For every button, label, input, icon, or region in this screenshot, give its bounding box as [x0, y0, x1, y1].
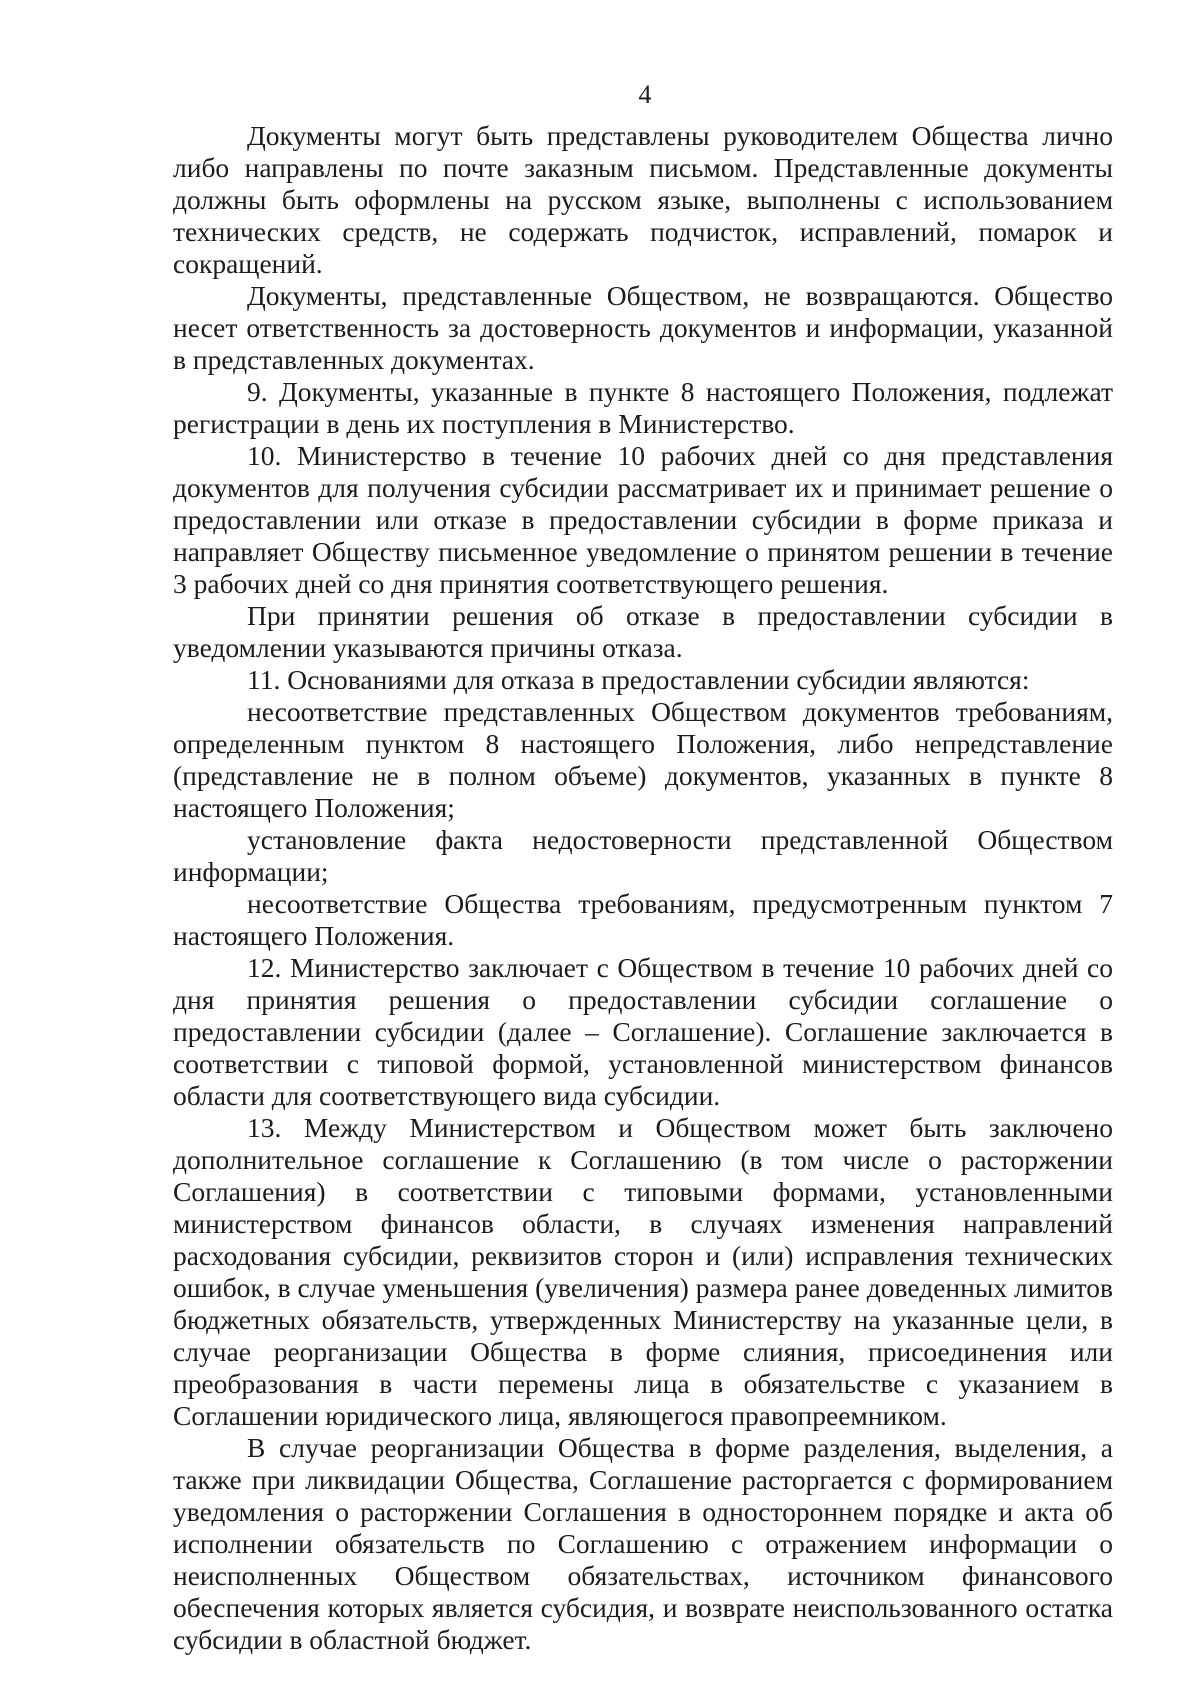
document-body [173, 120, 1113, 1656]
paragraph-item-11: 11. Основаниями для отказа в предоставлении субсидии являются: [247, 664, 1030, 695]
paragraph-item-12: 12. Министерство заключает с Обществом в течение 10 рабочих дней со дня принятия решения о предоставлении субсидии соглашение о предоставлении субсидии (далее – Соглашение). Соглашение заключается в соответствии с типовой формой, установленной министерством финансов области для соответствующего вида субсидии. [173, 952, 1113, 1111]
paragraph-item-10: 10. Министерство в течение 10 рабочих дней со дня представления документов для получения субсидии рассматривает их и принимает решение о предоставлении или отказе в предоставлении субсидии в форме приказа и направляет Обществу письменное уведомление о принятом решении в течение 3 рабочих дней со дня принятия соответствующего решения. [173, 440, 1113, 599]
paragraph-refusal-ground-1: несоответствие представленных Обществом документов требованиям, определенным пунктом 8 настоящего Положения, либо непредставление (представление не в полном объеме) документов, указанных в пункте 8 настоящего Положения; [173, 696, 1113, 823]
paragraph-documents-submission: Документы могут быть представлены руководителем Общества лично либо направлены по почте заказным письмом. Представленные документы должны быть оформлены на русском языке, выполнены с использованием технических средств, не содержать подчисток, исправлений, помарок и сокращений. [173, 120, 1113, 279]
paragraph-refusal-ground-3: несоответствие Общества требованиям, предусмотренным пунктом 7 настоящего Положения. [173, 888, 1113, 951]
page-number: 4 [638, 80, 652, 109]
paragraph-refusal-ground-2: установление факта недостоверности представленной Обществом информации; [173, 824, 1113, 887]
paragraph-reorganization: В случае реорганизации Общества в форме разделения, выделения, а также при ликвидации Общества, Соглашение расторгается с формированием уведомления о расторжении Соглашения в одностороннем порядке и акта об исполнении обязательств по Соглашению с отражением информации о неисполненных Обществом обязательствах, источником финансового обеспечения которых является субсидия, и возврате неиспользованного остатка субсидии в областной бюджет. [173, 1432, 1113, 1655]
paragraph-documents-not-returned: Документы, представленные Обществом, не возвращаются. Общество несет ответственность за достоверность документов и информации, указанной в представленных документах. [173, 280, 1113, 375]
paragraph-refusal-reasons-notice: При принятии решения об отказе в предоставлении субсидии в уведомлении указываются причины отказа. [173, 600, 1113, 663]
paragraph-item-13: 13. Между Министерством и Обществом может быть заключено дополнительное соглашение к Соглашению (в том числе о расторжении Соглашения) в соответствии с типовыми формами, установленными министерством финансов области, в случаях изменения направлений расходования субсидии, реквизитов сторон и (или) исправления технических ошибок, в случае уменьшения (увеличения) размера ранее доведенных лимитов бюджетных обязательств, утвержденных Министерству на указанные цели, в случае реорганизации Общества в форме слияния, присоединения или преобразования в части перемены лица в обязательстве с указанием в Соглашении юридического лица, являющегося правопреемником. [173, 1112, 1113, 1431]
paragraph-item-9: 9. Документы, указанные в пункте 8 настоящего Положения, подлежат регистрации в день их поступления в Министерство. [173, 376, 1113, 439]
